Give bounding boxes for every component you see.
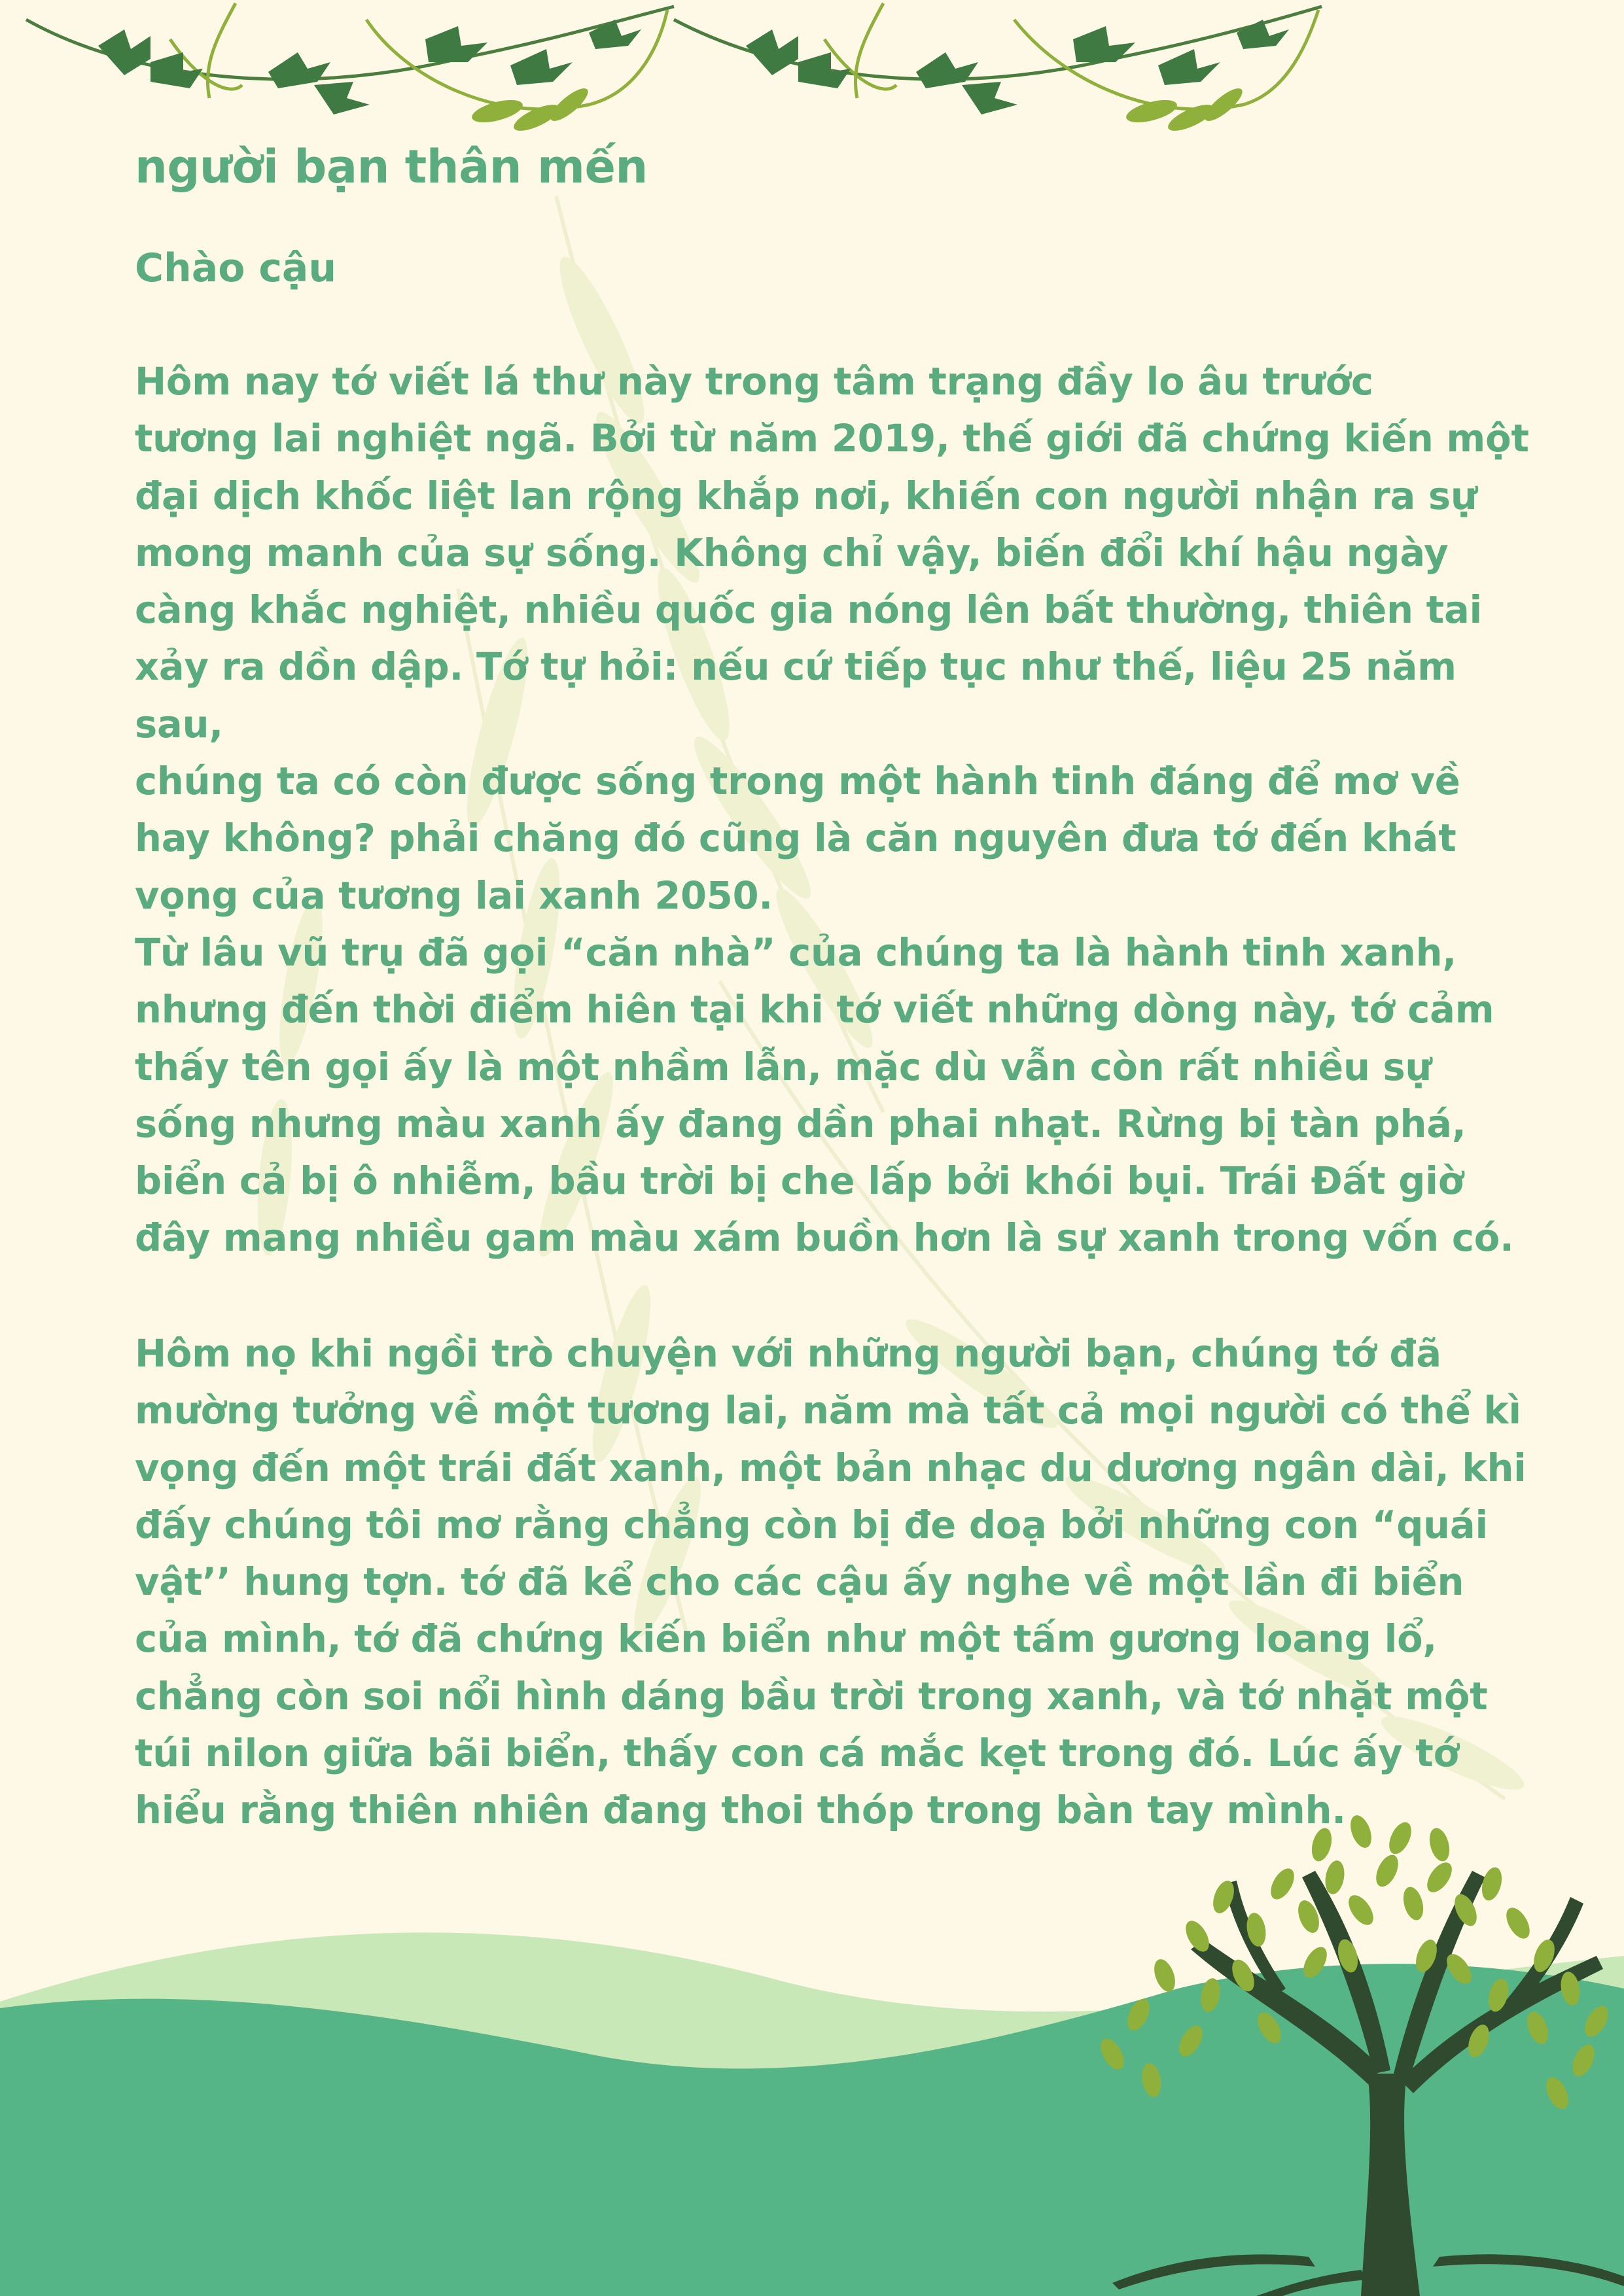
letter-greeting: Chào cậu (135, 245, 337, 291)
paragraph-3: Hôm nọ khi ngồi trò chuyện với những người bạn, chúng tớ đã mường tưởng về một tương lai, năm mà tất cả mọi người có thể kì vọng đến một trái đất xanh, một bản nhạc du dương ngân dài, khi đấy chúng tôi mơ rằng chẳng còn bị đe doạ bởi những con “quái vật’’ hung tợn. tớ đã kể cho các cậu ấy nghe về một lần đi biển của mình, tớ đã chứng kiến biển như một tấm gương loang lổ, chẳng còn soi nổi hình dáng bầu trời trong xanh, và tớ nhặt một túi nilon giữa bãi biển, thấy con cá mắc kẹt trong đó. Lúc ấy tớ hiểu rằng thiên nhiên đang thoi thóp trong bàn tay mình. (135, 1332, 1527, 1833)
letter-body (135, 131, 1542, 1833)
paragraph-1: Hôm nay tớ viết lá thư này trong tâm trạng đầy lo âu trước tương lai nghiệt ngã. Bởi từ năm 2019, thế giới đã chứng kiến một đại dịch khốc liệt lan rộng khắp nơi, khiến con người nhận ra sự mong manh của sự sống. Không chỉ vậy, biến đổi khí hậu ngày càng khắc nghiệt, nhiều quốc gia nóng lên bất thường, thiên tai xảy ra dồn dập. Tớ tự hỏi: nếu cứ tiếp tục như thế, liệu 25 năm sau, chúng ta có còn được sống trong một hành tinh đáng để mơ về hay không? phải chăng đó cũng là căn nguyên đưa tớ đến khát vọng của tương lai xanh 2050. (135, 360, 1529, 918)
letter-title: người bạn thân mến (135, 140, 648, 194)
paragraph-2: Từ lâu vũ trụ đã gọi “căn nhà” của chúng ta là hành tinh xanh, nhưng đến thời điểm hiên tại khi tớ viết những dòng này, tớ cảm thấy tên gọi ấy là một nhầm lẫn, mặc dù vẫn còn rất nhiều sự sống nhưng màu xanh ấy đang dần phai nhạt. Rừng bị tàn phá, biển cả bị ô nhiễm, bầu trời bị che lấp bởi khói bụi. Trái Đất giờ đây mang nhiều gam màu xám buồn hơn là sự xanh trong vốn có. (135, 931, 1514, 1261)
